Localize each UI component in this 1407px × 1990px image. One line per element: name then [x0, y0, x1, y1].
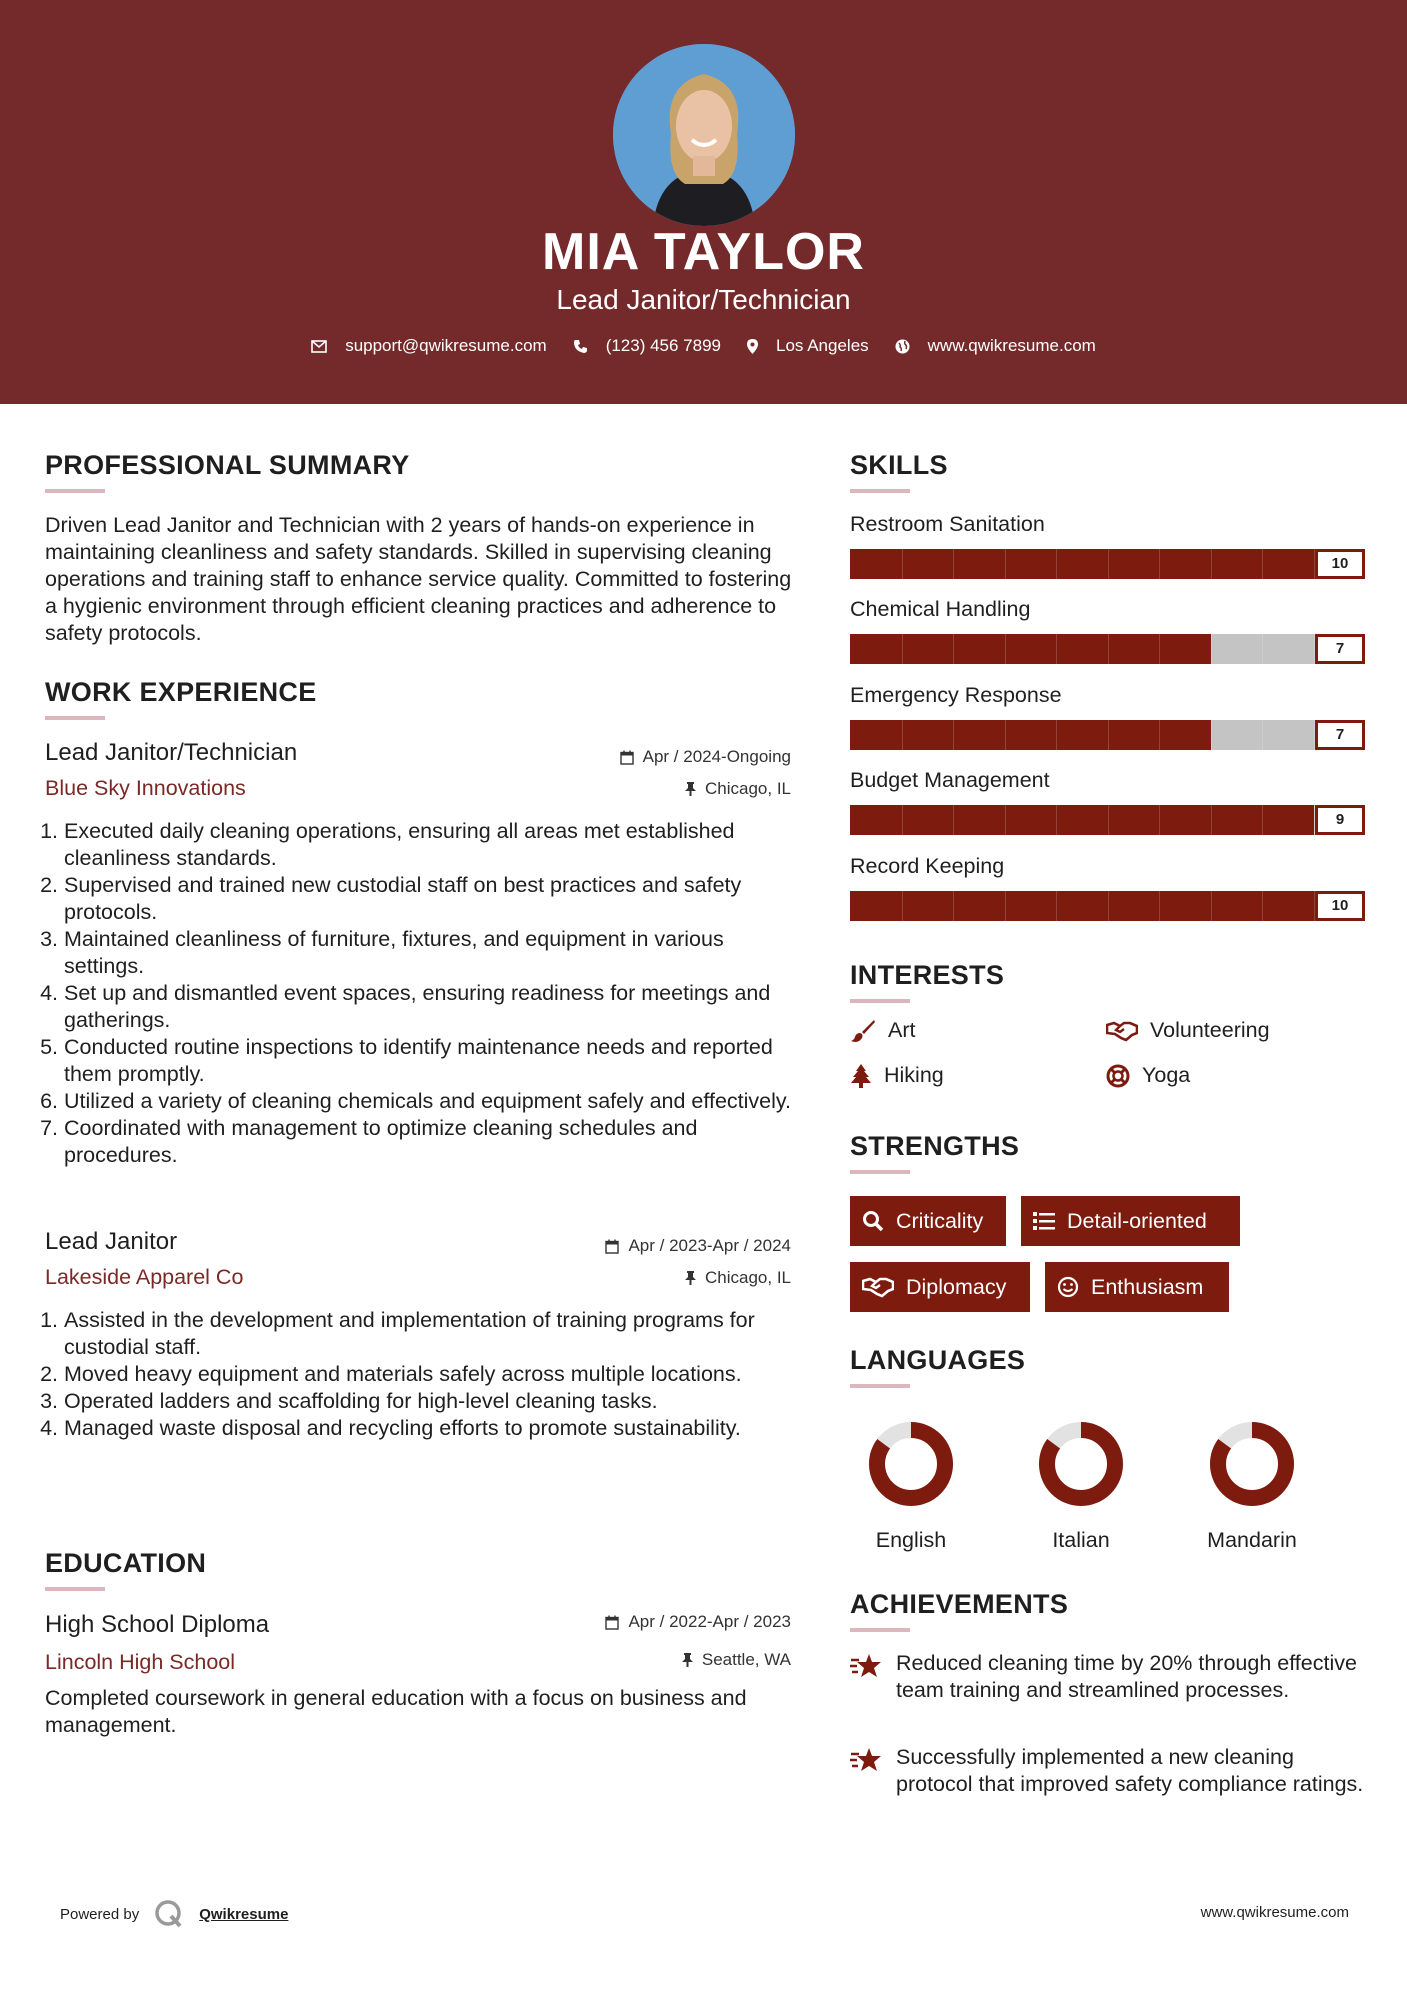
skill-segment-divider	[1056, 891, 1057, 921]
candidate-title: Lead Janitor/Technician	[556, 284, 851, 315]
skill-segment-divider	[1262, 549, 1263, 579]
skill-name: Emergency Response	[850, 683, 1062, 707]
skill-segment-divider	[902, 805, 903, 835]
calendar-icon	[620, 750, 634, 765]
calendar-icon	[605, 1239, 619, 1254]
map-pin-icon	[747, 339, 758, 354]
achievements-divider	[850, 1628, 910, 1632]
interest-item: Art	[850, 1018, 915, 1043]
skill-level-badge: 10	[1315, 891, 1365, 921]
skill-segment-divider	[1211, 891, 1212, 921]
contact-phone[interactable]	[573, 336, 721, 356]
footer-branding	[60, 1898, 288, 1930]
list-item: 4. Managed waste disposal and recycling efforts to promote sustainability.	[64, 1415, 796, 1442]
education-location: Seattle, WA	[500, 1650, 791, 1670]
search-icon	[862, 1210, 884, 1232]
language-donut	[846, 1418, 976, 1518]
contact-location	[747, 336, 869, 356]
skill-segment-divider	[902, 634, 903, 664]
contact-website[interactable]	[895, 336, 1096, 356]
interest-item: Volunteering	[1106, 1018, 1270, 1043]
skill-name: Restroom Sanitation	[850, 512, 1045, 536]
pushpin-icon	[685, 1271, 696, 1285]
skill-segment-divider	[1005, 720, 1006, 750]
skill-segment-divider	[1108, 634, 1109, 664]
skill-segment-divider	[953, 805, 954, 835]
education-divider	[45, 1587, 105, 1591]
skill-segment-divider	[1159, 891, 1160, 921]
languages-divider	[850, 1384, 910, 1388]
phone-text: (123) 456 7899	[605, 336, 722, 355]
job-dates: Apr / 2023-Apr / 2024	[500, 1236, 791, 1256]
interest-item: Yoga	[1106, 1063, 1190, 1088]
skill-segment-divider	[1056, 805, 1057, 835]
skill-segment-divider	[1159, 549, 1160, 579]
school-name: Lincoln High School	[45, 1650, 236, 1674]
handshake-icon	[862, 1276, 894, 1298]
skills-divider	[850, 489, 910, 493]
list-item: 2. Supervised and trained new custodial staff on best practices and safety protocols.	[64, 872, 796, 926]
skill-segment-divider	[1262, 720, 1263, 750]
skill-segment-divider	[1108, 549, 1109, 579]
skill-segment-divider	[953, 891, 954, 921]
skill-level-badge: 7	[1315, 634, 1365, 664]
language-name: Mandarin	[1207, 1528, 1297, 1552]
skill-segment-divider	[1211, 720, 1212, 750]
interests-heading: INTERESTS	[850, 960, 1005, 990]
language-name: Italian	[1052, 1528, 1110, 1552]
strength-chip: Enthusiasm	[1045, 1262, 1229, 1312]
skill-segment-divider	[1005, 805, 1006, 835]
skill-segment-divider	[1262, 634, 1263, 664]
skill-segment-divider	[1211, 634, 1212, 664]
location-text: Los Angeles	[776, 336, 869, 355]
skill-segment-divider	[1262, 805, 1263, 835]
list-item: 3. Operated ladders and scaffolding for high-level cleaning tasks.	[64, 1388, 796, 1415]
skill-segment-divider	[1211, 805, 1212, 835]
company-name: Lakeside Apparel Co	[45, 1265, 244, 1289]
profile-photo	[613, 44, 795, 226]
footer-website[interactable]: www.qwikresume.com	[1200, 1904, 1349, 1921]
skill-segment-divider	[1108, 720, 1109, 750]
skill-bar	[850, 805, 1365, 835]
skill-bar	[850, 634, 1365, 664]
achievements-heading: ACHIEVEMENTS	[850, 1589, 1069, 1619]
calendar-icon	[605, 1615, 619, 1630]
skill-segment-divider	[902, 891, 903, 921]
skill-level-badge: 10	[1315, 549, 1365, 579]
skill-level-badge: 7	[1315, 720, 1365, 750]
list-icon	[1033, 1211, 1055, 1231]
skill-segment-divider	[1262, 891, 1263, 921]
skill-segment-divider	[953, 549, 954, 579]
experience-divider	[45, 716, 105, 720]
job-location: Chicago, IL	[500, 779, 791, 799]
experience-heading: WORK EXPERIENCE	[45, 677, 317, 707]
email-text: support@qwikresume.com	[345, 336, 547, 355]
skill-name: Chemical Handling	[850, 597, 1031, 621]
skill-segment-divider	[1159, 634, 1160, 664]
job-duties-list	[36, 1307, 796, 1442]
lifering-icon	[1106, 1064, 1130, 1088]
skill-name: Budget Management	[850, 768, 1050, 792]
job-title: Lead Janitor	[45, 1228, 178, 1255]
skill-segment-divider	[1108, 805, 1109, 835]
interest-item: Hiking	[850, 1063, 944, 1088]
skill-fill	[850, 634, 1211, 664]
paintbrush-icon	[850, 1019, 876, 1043]
phone-icon	[573, 339, 588, 354]
skill-bar	[850, 891, 1365, 921]
skill-segment-divider	[1005, 549, 1006, 579]
star-burst-icon	[850, 1746, 882, 1774]
skill-segment-divider	[902, 549, 903, 579]
brand-link[interactable]: Qwikresume	[199, 1905, 289, 1923]
languages-heading: LANGUAGES	[850, 1345, 1026, 1375]
pushpin-icon	[685, 782, 696, 796]
language-name: English	[875, 1528, 947, 1552]
envelope-icon	[311, 340, 327, 353]
smile-icon	[1057, 1276, 1079, 1298]
strength-chip: Diplomacy	[850, 1262, 1030, 1312]
skill-name: Record Keeping	[850, 854, 1005, 878]
skills-heading: SKILLS	[850, 450, 948, 480]
skill-level-badge: 9	[1315, 805, 1365, 835]
skill-segment-divider	[1005, 891, 1006, 921]
language-donut	[1187, 1418, 1317, 1518]
achievement-item: Successfully implemented a new cleaning protocol that improved safety compliance ratings.	[850, 1744, 1370, 1798]
summary-text: Driven Lead Janitor and Technician with 2 years of hands-on experience in maintaining cleanliness and safety standards. Skilled in supervising cleaning operations and training staff to enhance service quality. Committed to fostering a hygienic environment through efficient cleaning practices and adherence to safety protocols.	[45, 513, 792, 645]
skill-segment-divider	[902, 720, 903, 750]
skill-segment-divider	[1056, 634, 1057, 664]
skill-segment-divider	[953, 720, 954, 750]
powered-by-text: Powered by	[60, 1905, 140, 1923]
language-donut	[1016, 1418, 1146, 1518]
list-item: 3. Maintained cleanliness of furniture, fixtures, and equipment in various settings.	[64, 926, 796, 980]
language-item	[846, 1418, 976, 1552]
skill-segment-divider	[1056, 549, 1057, 579]
skill-fill	[850, 805, 1314, 835]
job-duties-list	[36, 818, 796, 1169]
skill-segment-divider	[1159, 805, 1160, 835]
strength-chip: Criticality	[850, 1196, 1006, 1246]
skill-segment-divider	[1005, 634, 1006, 664]
language-item	[1016, 1418, 1146, 1552]
summary-heading: PROFESSIONAL SUMMARY	[45, 450, 410, 480]
interests-divider	[850, 999, 910, 1003]
skill-segment-divider	[1108, 891, 1109, 921]
job-dates: Apr / 2024-Ongoing	[500, 747, 791, 767]
tree-icon	[850, 1064, 872, 1088]
candidate-name: MIA TAYLOR	[542, 223, 865, 281]
list-item: 7. Coordinated with management to optimize cleaning schedules and procedures.	[64, 1115, 796, 1169]
list-item: 2. Moved heavy equipment and materials safely across multiple locations.	[64, 1361, 796, 1388]
list-item: 5. Conducted routine inspections to identify maintenance needs and reported them promptly.	[64, 1034, 796, 1088]
skill-fill	[850, 720, 1211, 750]
job-title: Lead Janitor/Technician	[45, 739, 298, 766]
company-name: Blue Sky Innovations	[45, 776, 246, 800]
strengths-heading: STRENGTHS	[850, 1131, 1020, 1161]
globe-icon	[895, 339, 910, 354]
strengths-divider	[850, 1170, 910, 1174]
job-location: Chicago, IL	[500, 1268, 791, 1288]
website-text: www.qwikresume.com	[927, 336, 1096, 355]
summary-divider	[45, 489, 105, 493]
handshake-icon	[1106, 1020, 1138, 1042]
pushpin-icon	[682, 1653, 693, 1667]
education-heading: EDUCATION	[45, 1548, 207, 1578]
list-item: 1. Executed daily cleaning operations, ensuring all areas met established cleanliness standards.	[64, 818, 796, 872]
list-item: 1. Assisted in the development and implementation of training programs for custodial staff.	[64, 1307, 796, 1361]
skill-bar	[850, 549, 1365, 579]
language-item	[1187, 1418, 1317, 1552]
education-description: Completed coursework in general education with a focus on business and management.	[45, 1686, 747, 1737]
resume-header	[0, 0, 1407, 404]
qwikresume-logo-icon	[153, 1898, 185, 1930]
degree-title: High School Diploma	[45, 1611, 270, 1638]
skill-segment-divider	[1211, 549, 1212, 579]
star-burst-icon	[850, 1652, 882, 1680]
list-item: 6. Utilized a variety of cleaning chemicals and equipment safely and effectively.	[64, 1088, 796, 1115]
contact-row	[0, 336, 1407, 356]
strength-chip: Detail-oriented	[1021, 1196, 1240, 1246]
skill-segment-divider	[1159, 720, 1160, 750]
education-dates: Apr / 2022-Apr / 2023	[500, 1612, 791, 1632]
achievement-item: Reduced cleaning time by 20% through effective team training and streamlined processes.	[850, 1650, 1370, 1704]
skill-bar	[850, 720, 1365, 750]
contact-email[interactable]	[311, 336, 547, 356]
skill-segment-divider	[953, 634, 954, 664]
skill-segment-divider	[1056, 720, 1057, 750]
list-item: 4. Set up and dismantled event spaces, ensuring readiness for meetings and gatherings.	[64, 980, 796, 1034]
